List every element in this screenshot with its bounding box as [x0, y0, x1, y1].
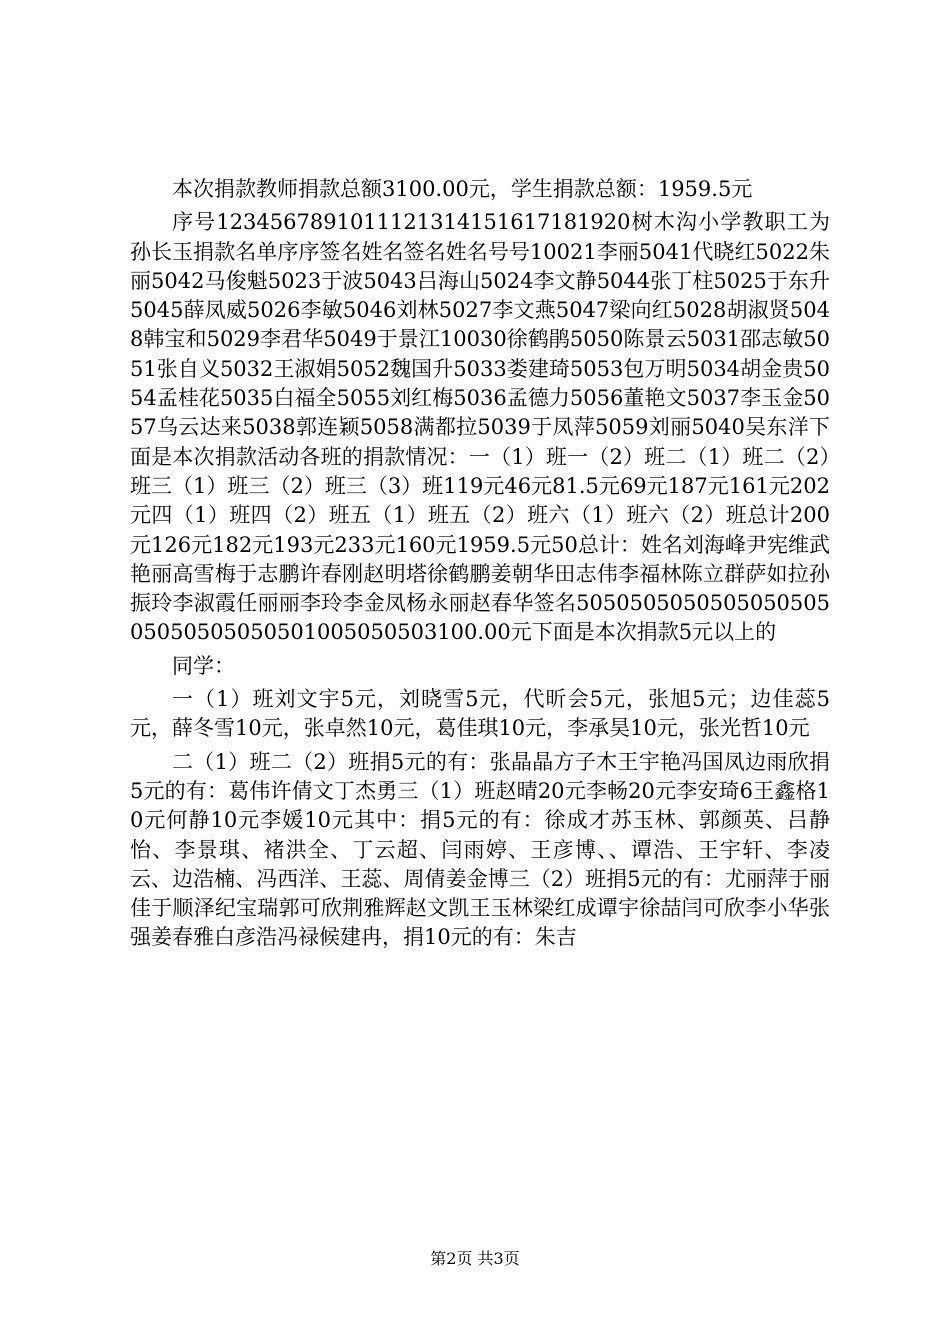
paragraph-classes-2-3: 二（1）班二（2）班捐5元的有：张晶晶方子木王宇艳冯国凤边雨欣捐5元的有：葛伟许倩文丁杰勇三（1）班赵晴20元李畅20元李安琦6王鑫格10元何静10元李媛10元其中：捐5元的有：徐成才苏玉林、郭颜英、吕静怡、李景琪、褚洪全、丁云超、闫雨婷、王彦博、、谭浩、王宇轩、李凌云、边浩楠、冯西洋、王蕊、周倩姜金博三（2）班捐5元的有：尤丽萍于丽佳于顺泽纪宝瑞郭可欣荆雅辉赵文凯王玉林梁红成谭宇徐喆闫可欣李小华张强姜春雅白彦浩冯禄候建冉，捐10元的有：朱吉	[130, 749, 830, 950]
paragraph-summary: 本次捐款教师捐款总额3100.00元，学生捐款总额：1959.5元	[172, 177, 753, 201]
paragraph-donation-list: 序号1234567891011121314151617181920树木沟小学教职工为孙长玉捐款名单序序签名姓名签名姓名号号10021李丽5041代晓红5022朱丽5042马俊魁5023于波5043吕海山5024李文静5044张丁柱5025于东升5045薛凤威5026李敏5046刘林5027李文燕5047梁向红5028胡淑贤5048韩宝和5029李君华5049于景江10030徐鹤鹃5050陈景云5031邵志敏5051张自义5032王淑娟5052魏国升5033娄建琦5053包万明5034胡金贵5054孟桂花5035白福全5055刘红梅5036孟德力5056董艳文5037李玉金5057乌云达来5038郭连颖5058满都拉5039于凤萍5059刘丽5040吴东洋下面是本次捐款活动各班的捐款情况：一（1）班一（2）班二（1）班二（2）班三（1）班三（2）班三（3）班119元46元81.5元69元187元161元202元四（1）班四（2）班五（1）班五（2）班六（1）班六（2）班总计200元126元182元193元233元160元1959.5元50总计：姓名刘海峰尹宪维武艳丽高雪梅于志鹏许春刚赵明塔徐鹤鹏姜朝华田志伟李福林陈立群萨如拉孙振玲李淑霞任丽丽李玲李金凤杨永丽赵春华签名505050505050505050505050505050501005050503100.00元下面是本次捐款5元以上的	[130, 210, 830, 645]
page-footer: 第2页 共3页	[430, 1249, 520, 1268]
document-body	[130, 175, 830, 957]
paragraph-class-1-1: 一（1）班刘文宇5元，刘晓雪5元，代昕会5元，张旭5元；边佳蕊5元，薛冬雪10元，张卓然10元，葛佳琪10元，李承昊10元，张光哲10元	[130, 687, 830, 741]
paragraph-students-heading: 同学：	[172, 653, 235, 678]
